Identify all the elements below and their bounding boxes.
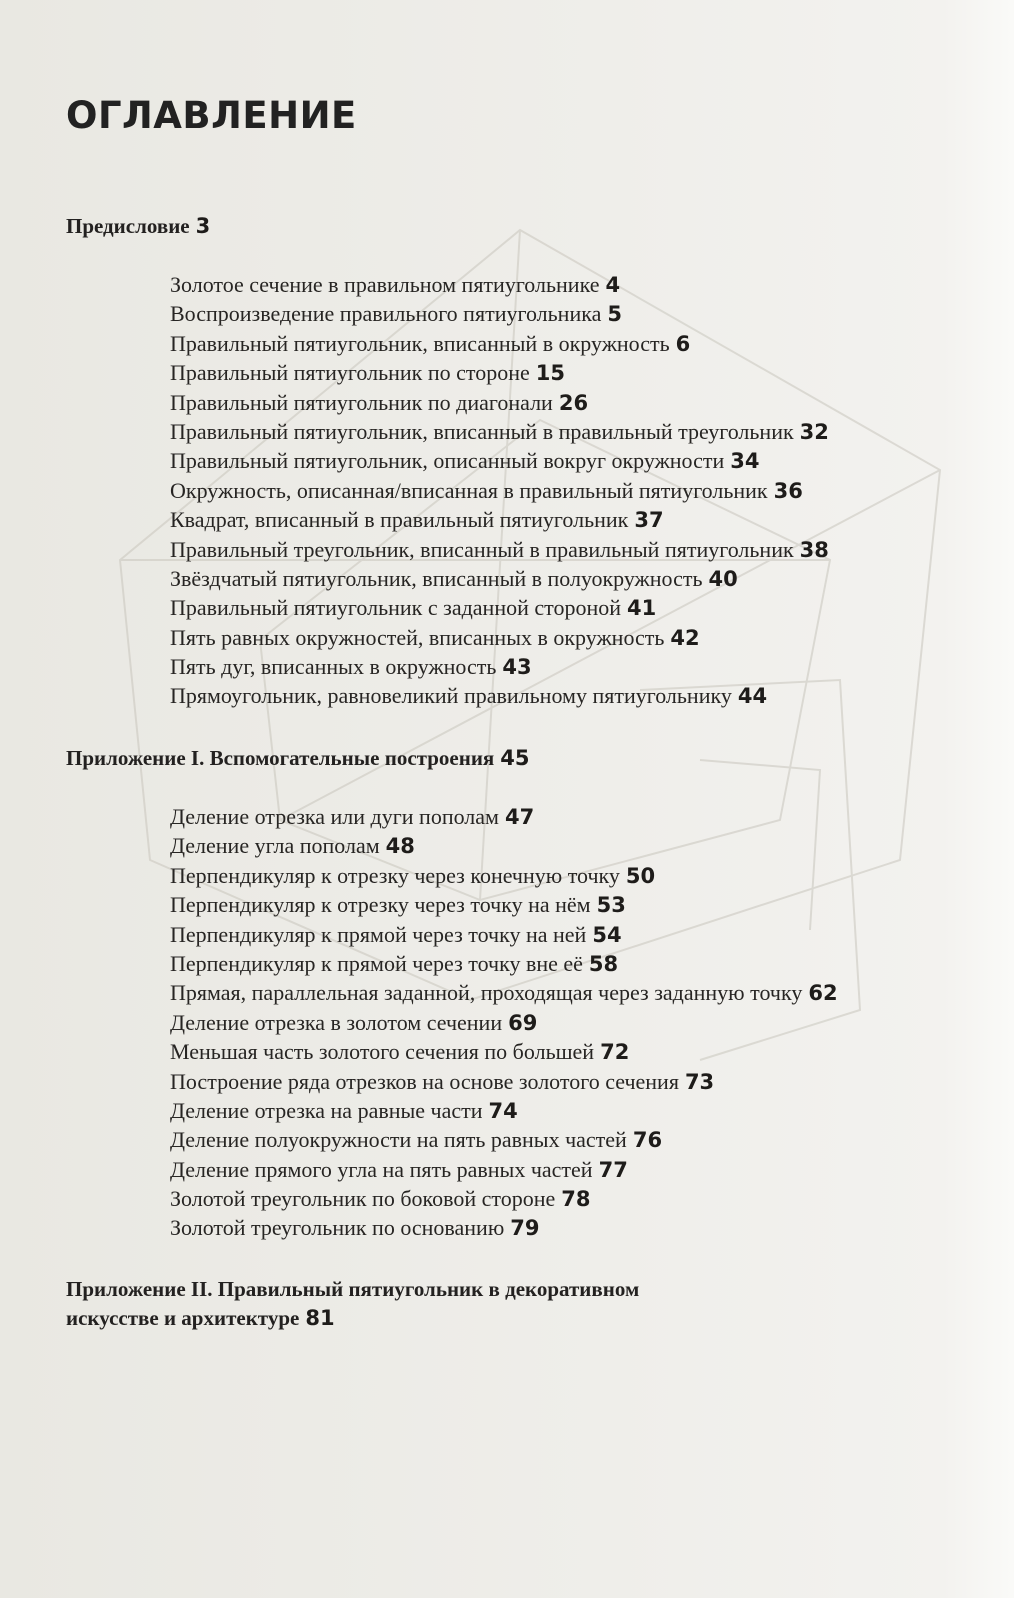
toc-entry-page: 72 [600,1040,630,1065]
toc-entry [170,890,838,919]
toc-entry-title: Деление прямого угла на пять равных частей [170,1156,593,1182]
toc-entry-page: 44 [737,684,768,709]
toc-entry-page: 15 [535,361,566,386]
section-heading-text: Предисловие [66,214,190,238]
toc-entry-title: Деление отрезка в золотом сечении [170,1009,503,1035]
toc-entry [170,861,838,890]
section-heading-preface [66,212,210,241]
toc-entry-title: Правильный пятиугольник, описанный вокруг окружности [170,448,725,474]
toc-entry [170,652,829,681]
toc-entry-title: Деление полуокружности на пять равных частей [170,1127,627,1153]
toc-entry [170,270,829,299]
toc-entry-page: 79 [510,1216,540,1241]
toc-entry-title: Правильный треугольник, вписанный в правильный пятиугольник [170,536,794,562]
toc-entry [170,802,838,831]
toc-entry [170,1067,838,1096]
toc-entry-page: 53 [596,893,626,918]
toc-entry-title: Построение ряда отрезков на основе золотого сечения [170,1068,679,1094]
toc-entry-title: Правильный пятиугольник с заданной стороной [170,595,621,621]
toc-entry [170,1155,838,1184]
toc-entry-title: Окружность, описанная/вписанная в правильный пятиугольник [170,477,768,503]
toc-entry-title: Звёздчатый пятиугольник, вписанный в полуокружность [170,565,703,591]
preface-entries-list [170,270,829,711]
toc-entry [170,505,829,534]
toc-entry [170,417,829,446]
toc-entry-title: Перпендикуляр к отрезку через точку на нём [170,892,591,918]
toc-entry [170,1008,838,1037]
toc-entry [170,1125,838,1154]
toc-entry [170,388,829,417]
toc-entry-page: 54 [592,922,622,947]
toc-entry-title: Перпендикуляр к отрезку через конечную точку [170,862,620,888]
section-page-number: 81 [305,1306,335,1330]
toc-entry [170,949,838,978]
section-heading-appendix-1 [66,744,530,773]
toc-entry-page: 32 [799,419,829,444]
toc-entry-page: 73 [684,1069,715,1094]
toc-entry-title: Перпендикуляр к прямой через точку на ней [170,921,587,947]
appendix-1-entries-list [170,802,838,1243]
toc-entry-page: 26 [558,390,589,415]
toc-entry [170,920,838,949]
toc-entry-title: Правильный пятиугольник, вписанный в окружность [170,330,670,356]
toc-entry-title: Золотое сечение в правильном пятиугольнике [170,272,600,297]
toc-entry-title: Меньшая часть золотого сечения по большей [170,1039,595,1065]
toc-entry-title: Правильный пятиугольник по стороне [170,360,530,386]
toc-entry [170,978,838,1007]
toc-entry [170,476,829,505]
toc-entry [170,623,829,652]
toc-entry-page: 74 [488,1098,518,1123]
toc-entry-title: Деление отрезка или дуги пополам [170,804,499,829]
toc-entry [170,358,829,387]
toc-entry-page: 43 [502,655,532,680]
toc-entry-page: 37 [634,508,664,533]
toc-entry-page: 40 [708,566,738,591]
toc-entry-title: Деление отрезка на равные части [170,1097,483,1123]
toc-entry-page: 36 [773,478,803,503]
toc-entry [170,1213,838,1242]
toc-entry-title: Правильный пятиугольник по диагонали [170,389,553,415]
toc-entry-page: 34 [730,449,760,474]
toc-entry-page: 50 [625,863,656,888]
toc-entry [170,1037,838,1066]
toc-entry-page: 42 [670,625,700,650]
toc-entry [170,299,829,328]
toc-entry [170,1184,838,1213]
toc-entry-page: 76 [632,1128,663,1153]
toc-entry-title: Золотой треугольник по основанию [170,1215,505,1241]
toc-entry-title: Квадрат, вписанный в правильный пятиугольник [170,507,629,533]
toc-entry [170,831,838,860]
toc-entry-page: 47 [504,805,535,829]
section-heading-appendix-2 [66,1275,639,1333]
section-heading-text: Приложение I. Вспомогательные построения [66,746,495,770]
toc-entry-title: Пять дуг, вписанных в окружность [170,654,497,680]
toc-entry-title: Деление угла пополам [170,833,380,859]
toc-entry [170,1096,838,1125]
toc-entry-page: 77 [598,1157,628,1182]
section-heading-line-2: искусстве и архитектуре [66,1306,300,1330]
toc-entry [170,564,829,593]
toc-entry-title: Перпендикуляр к прямой через точку вне её [170,950,583,976]
toc-entry-page: 4 [605,273,621,297]
toc-entry [170,535,829,564]
toc-entry [170,329,829,358]
section-heading-line-2-wrap [66,1304,639,1333]
toc-entry-title: Правильный пятиугольник, вписанный в правильный треугольник [170,418,794,444]
toc-entry-page: 78 [561,1187,591,1212]
section-heading-line-1: Приложение II. Правильный пятиугольник в декоративном [66,1277,640,1301]
toc-entry [170,593,829,622]
toc-entry-title: Воспроизведение правильного пятиугольника [170,301,602,327]
section-page-number: 45 [500,746,530,770]
toc-entry-page: 41 [627,596,657,621]
toc-entry-title: Пять равных окружностей, вписанных в окружность [170,624,665,650]
toc-entry [170,446,829,475]
toc-entry-page: 38 [799,537,829,562]
toc-entry-page: 48 [385,834,415,859]
toc-entry-page: 5 [607,302,622,327]
toc-entry-title: Прямоугольник, равновеликий правильному пятиугольнику [170,683,732,709]
section-page-number: 3 [195,214,211,238]
toc-entry [170,681,829,710]
toc-entry-title: Золотой треугольник по боковой стороне [170,1186,556,1212]
toc-entry-page: 69 [508,1010,538,1035]
toc-entry-page: 58 [588,951,619,976]
toc-entry-page: 6 [675,331,691,356]
toc-entry-page: 62 [808,981,838,1006]
toc-entry-title: Прямая, параллельная заданной, проходящая через заданную точку [170,980,803,1006]
page-title: ОГЛАВЛЕНИЕ [66,94,357,137]
